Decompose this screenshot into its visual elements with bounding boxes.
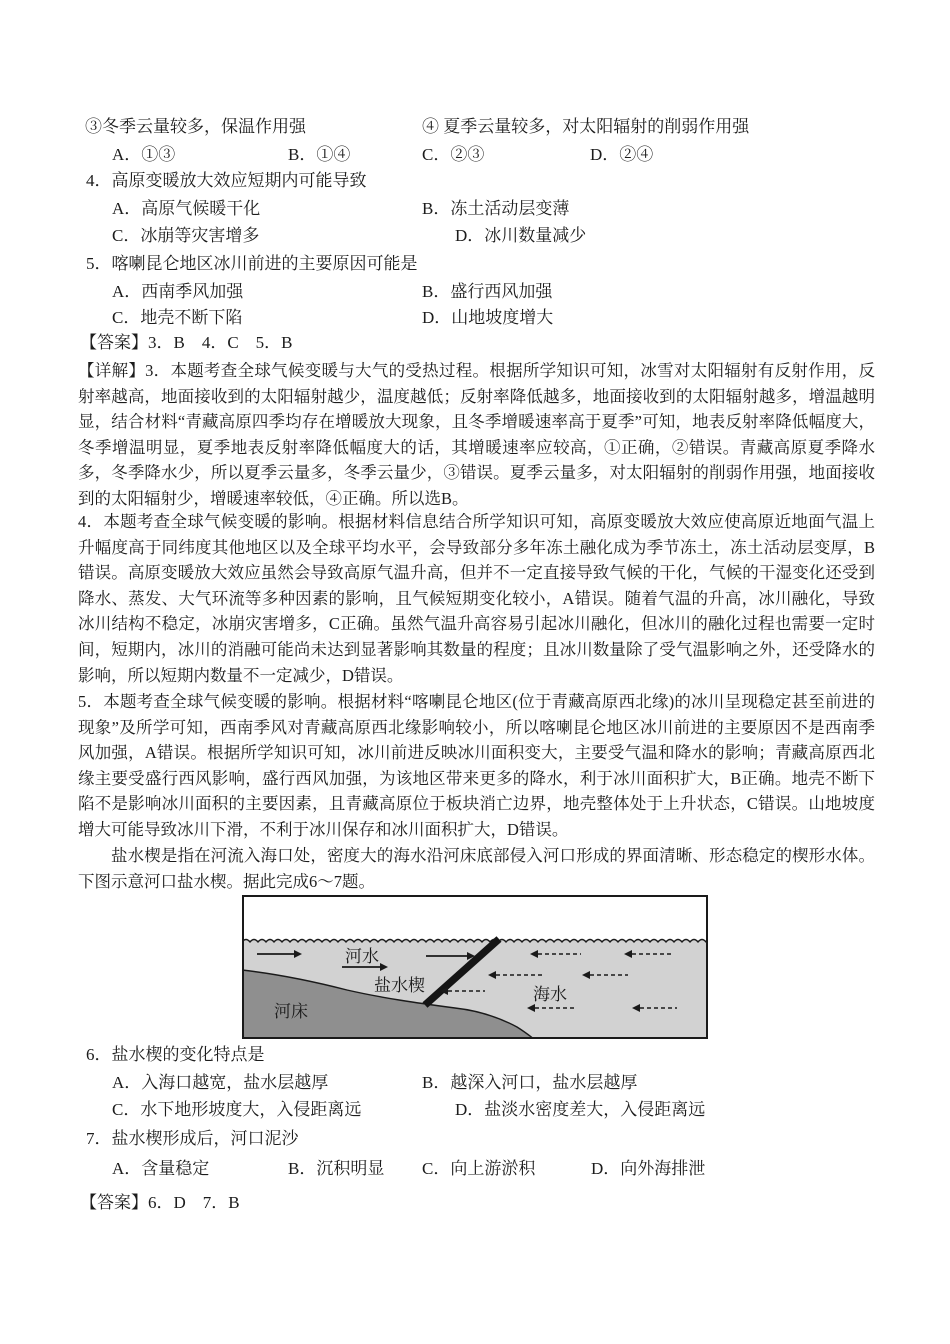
q6-option-d: D．盐淡水密度差大，入侵距离远: [455, 1100, 706, 1119]
salt-wedge-label: 盐水楔: [374, 976, 425, 995]
q6-option-b: B．越深入河口，盐水层越厚: [422, 1073, 638, 1092]
answer-line-3-5: 【答案】3．B 4．C 5．B: [80, 333, 293, 352]
q7-option-d: D．向外海排泄: [591, 1159, 706, 1178]
q7-option-c: C．向上游淤积: [422, 1159, 536, 1178]
answer-line-6-7: 【答案】6．D 7．B: [80, 1193, 240, 1212]
q4-option-a: A．高原气候暖干化: [112, 199, 261, 218]
river-bed-label: 河床: [274, 1002, 308, 1021]
q5-option-c: C．地壳不断下陷: [112, 308, 243, 327]
q5-option-a: A．西南季风加强: [112, 282, 244, 301]
salt-wedge-figure: [242, 895, 708, 1039]
q4-option-c: C．冰崩等灾害增多: [112, 226, 260, 245]
stem-fragment-3: ③冬季云量较多，保温作用强: [85, 117, 306, 136]
sea-water-label: 海水: [533, 985, 567, 1004]
q7-stem: 7．盐水楔形成后，河口泥沙: [86, 1129, 299, 1148]
q5-option-b: B．盛行西风加强: [422, 282, 553, 301]
q3-option-d: D．②④: [590, 145, 654, 164]
q6-stem: 6．盐水楔的变化特点是: [86, 1045, 265, 1064]
explanation-paragraph-4: 4．本题考查全球气候变暖的影响。根据材料信息结合所学知识可知，高原变暖放大效应使高原近地面气温上升幅度高于同纬度其他地区以及全球平均水平，会导致部分多年冻土融化成为季节冻土，冻土活动层变厚，B错误。高原变暖放大效应虽然会导致高原气温升高，但并不一定直接导致气候的干化，气候的干湿变化还受到降水、蒸发、大气环流等多种因素的影响，且气候短期变化较小，A错误。随着气温的升高，冰川融化，导致冰川结构不稳定，冰崩灾害增多，C正确。虽然气温升高容易引起冰川融化，但冰川的融化过程也需要一定时间，短期内，冰川的消融可能尚未达到显著影响其数量的程度；且冰川数量除了受气温影响之外，还受降水的影响，所以短期内数量不一定减少，D错误。: [78, 512, 875, 685]
river-water-label: 河水: [345, 947, 379, 966]
q4-option-b: B．冻土活动层变薄: [422, 199, 570, 218]
q5-option-d: D．山地坡度增大: [422, 308, 554, 327]
explanation-paragraph-3: 【详解】3．本题考查全球气候变暖与大气的受热过程。根据所学知识可知，冰雪对太阳辐射有反射作用，反射率越高，地面接收到的太阳辐射越少，温度越低；反射率降低越多，地面接收到的太阳辐射越多，增温越明显，结合材料“青藏高原四季均存在增暖放大现象，且冬季增暖速率高于夏季”可知，地表反射率降低幅度大，冬季增温明显，夏季地表反射率降低幅度大的话，其增暖速率应较高，①正确，②错误。青藏高原夏季降水多，冬季降水少，所以夏季云量多，冬季云量少，③错误。夏季云量多，对太阳辐射的削弱作用强，地面接收到的太阳辐射少，增暖速率较低，④正确。所以选B。: [78, 361, 875, 508]
q3-option-c: C．②③: [422, 145, 485, 164]
passage-6-7: 盐水楔是指在河流入海口处，密度大的海水沿河床底部侵入河口形成的界面清晰、形态稳定的楔形水体。下图示意河口盐水楔。据此完成6～7题。: [78, 846, 875, 891]
q3-option-b: B．①④: [288, 145, 351, 164]
q7-option-b: B．沉积明显: [288, 1159, 385, 1178]
q6-option-c: C．水下地形坡度大，入侵距离远: [112, 1100, 362, 1119]
salt-wedge-diagram: [242, 895, 708, 1039]
q4-option-d: D．冰川数量减少: [455, 226, 587, 245]
explanation-paragraph-5: 5．本题考查全球气候变暖的影响。根据材料“喀喇昆仑地区(位于青藏高原西北缘)的冰川呈现稳定甚至前进的现象”及所学可知，西南季风对青藏高原西北缘影响较小，所以喀喇昆仑地区冰川前进的主要原因不是西南季风加强，A错误。根据所学知识可知，冰川前进反映冰川面积变大，主要受气温和降水的影响；青藏高原西北缘主要受盛行西风影响，盛行西风加强，为该地区带来更多的降水，利于冰川面积扩大，B正确。地壳不断下陷不是影响冰川面积的主要因素，且青藏高原位于板块消亡边界，地壳整体处于上升状态，C错误。山地坡度增大可能导致冰川下滑，不利于冰川保存和冰川面积扩大，D错误。: [78, 692, 875, 839]
q3-option-a: A．①③: [112, 145, 176, 164]
q6-option-a: A．入海口越宽，盐水层越厚: [112, 1073, 329, 1092]
q4-stem: 4．高原变暖放大效应短期内可能导致: [86, 171, 367, 190]
stem-fragment-4: ④ 夏季云量较多，对太阳辐射的削弱作用强: [422, 117, 750, 136]
q7-option-a: A．含量稳定: [112, 1159, 210, 1178]
q5-stem: 5．喀喇昆仑地区冰川前进的主要原因可能是: [86, 254, 418, 273]
